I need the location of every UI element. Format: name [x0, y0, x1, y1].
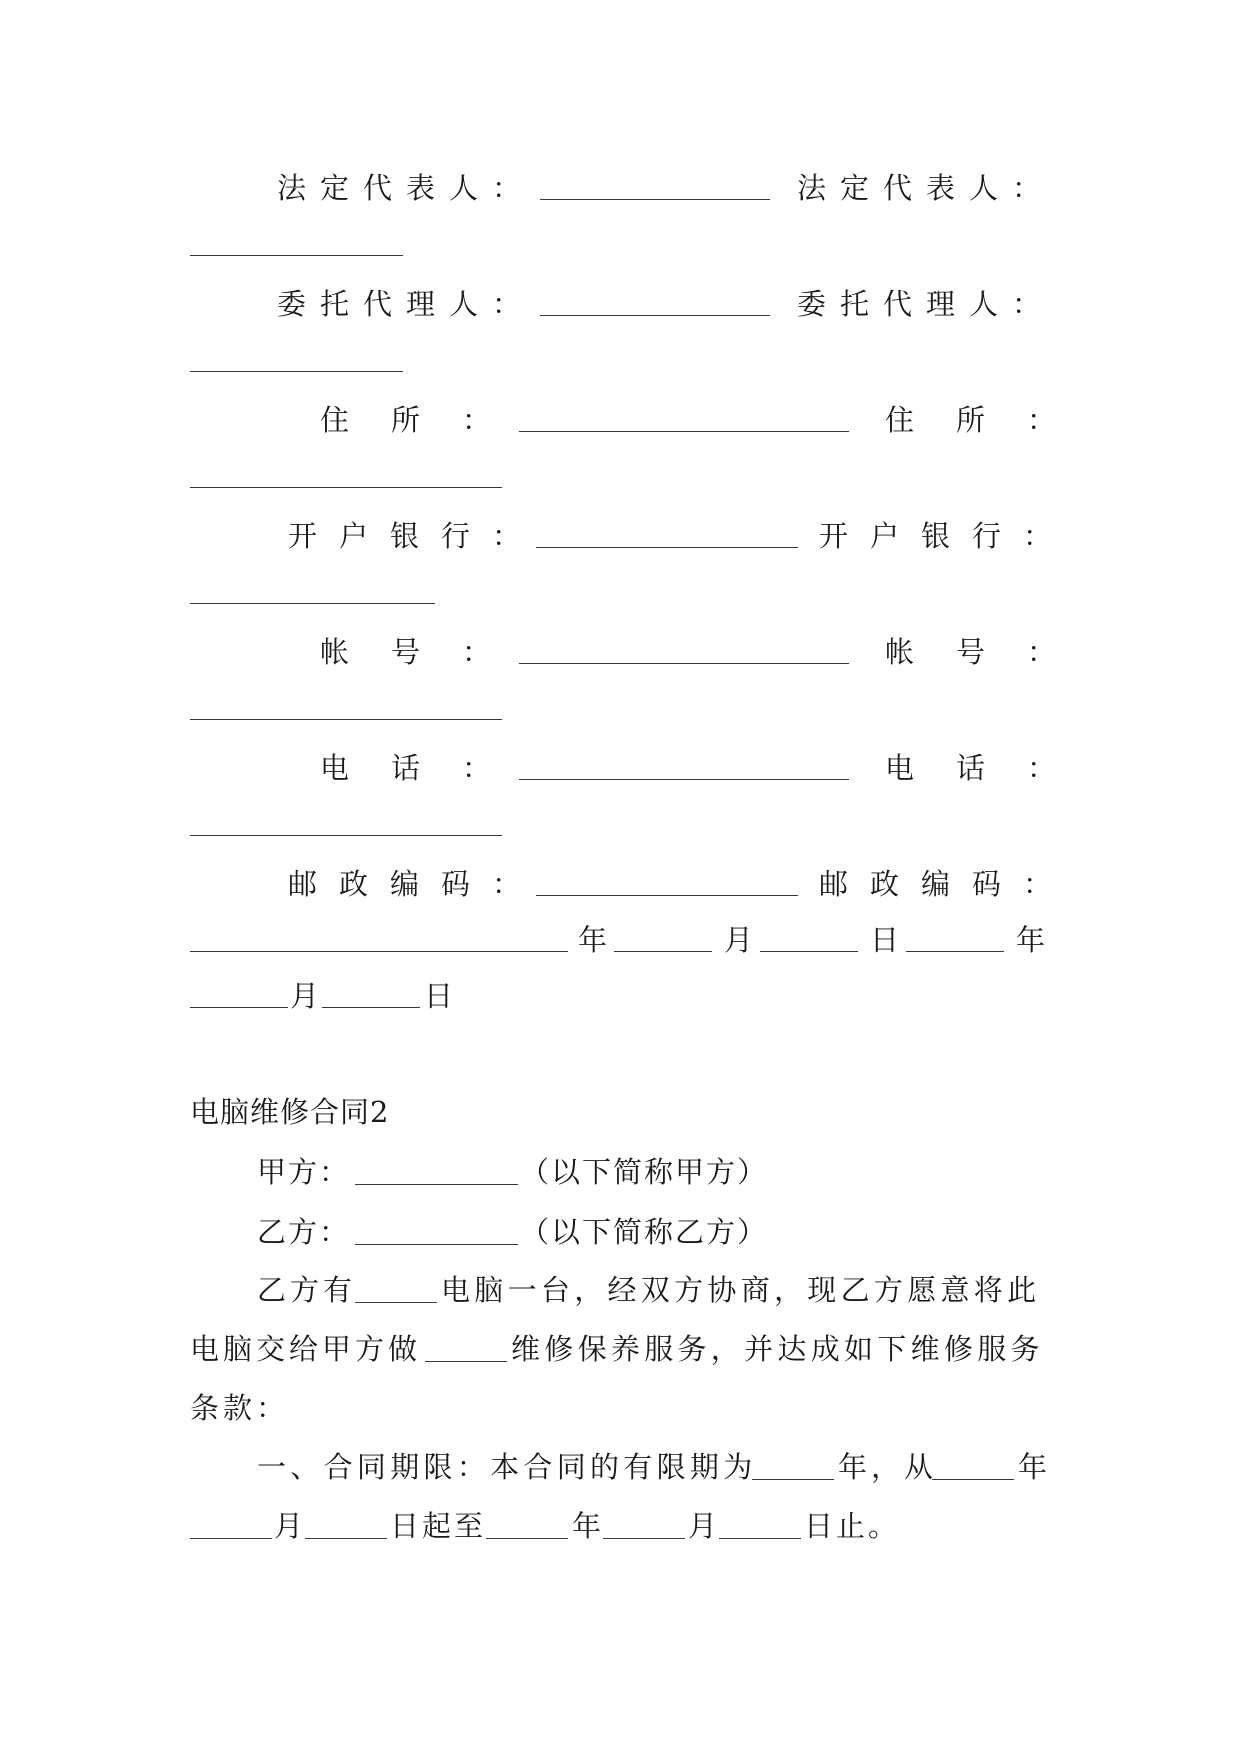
term-blank-4 — [305, 1538, 387, 1539]
account-blank-right — [190, 719, 502, 720]
term-blank-7 — [719, 1538, 801, 1539]
intro-blank-2 — [425, 1361, 507, 1362]
date-left-day-blank — [760, 951, 858, 952]
agent-label-left: 委托代理人： — [277, 287, 536, 321]
intro-text-2a: 电脑一台，经双方协商，现乙方愿意将此 — [441, 1273, 1041, 1307]
contract2-title: 电脑维修合同2 — [190, 1095, 390, 1129]
agent-blank-right — [190, 371, 403, 372]
intro-text-2b: 电脑交给甲方做 — [190, 1332, 422, 1366]
agent-blank-left — [540, 315, 770, 316]
term-text-5: 日起至 — [390, 1509, 487, 1543]
term-text-4: 月 — [274, 1509, 304, 1543]
party-a-label: 甲方： — [257, 1155, 351, 1189]
phone-label-left: 电话： — [320, 751, 534, 785]
term-text-3: 年 — [1018, 1450, 1048, 1484]
date-right-month: 月 — [290, 979, 320, 1013]
party-a-note: （以下简称甲方） — [520, 1155, 769, 1189]
term-text-2: 年，从 — [838, 1450, 938, 1484]
intro-text-1: 乙方有 — [257, 1273, 357, 1307]
legal-rep-blank-left — [540, 199, 770, 200]
intro-text-3b: 条款： — [190, 1391, 290, 1425]
term-blank-3 — [190, 1538, 272, 1539]
term-blank-6 — [603, 1538, 685, 1539]
phone-label-right: 电话： — [885, 751, 1099, 785]
date-right-year: 年 — [1016, 923, 1046, 957]
date-left-month-blank — [614, 951, 712, 952]
phone-blank-right — [190, 835, 502, 836]
date-right-day-blank — [322, 1007, 420, 1008]
postcode-blank-right — [190, 951, 568, 952]
term-blank-1 — [752, 1479, 834, 1480]
party-a-blank — [355, 1184, 518, 1185]
intro-text-3a: 维修保养服务，并达成如下维修服务 — [511, 1332, 1044, 1366]
bank-label-left: 开户银行： — [288, 519, 544, 553]
address-blank-left — [519, 431, 849, 432]
term-text-6: 年 — [572, 1509, 602, 1543]
bank-blank-right — [190, 603, 435, 604]
party-b-note: （以下简称乙方） — [520, 1215, 769, 1249]
term-blank-5 — [486, 1538, 568, 1539]
account-label-left: 帐号： — [320, 635, 534, 669]
intro-blank-1 — [355, 1302, 437, 1303]
term-text-1: 一、合同期限：本合同的有限期为 — [257, 1450, 757, 1484]
bank-label-right: 开户银行： — [819, 519, 1075, 553]
date-left-year: 年 — [578, 923, 608, 957]
party-b-blank — [355, 1244, 518, 1245]
term-text-8: 日止。 — [804, 1509, 901, 1543]
postcode-label-left: 邮政编码： — [288, 867, 544, 901]
date-left-day: 日 — [870, 923, 900, 957]
address-label-right: 住所： — [885, 403, 1099, 437]
term-text-7: 月 — [688, 1509, 718, 1543]
postcode-label-right: 邮政编码： — [819, 867, 1075, 901]
date-right-year-blank — [906, 951, 1004, 952]
account-label-right: 帐号： — [885, 635, 1099, 669]
legal-rep-label-left: 法定代表人： — [277, 171, 536, 205]
term-blank-2 — [932, 1479, 1014, 1480]
phone-blank-left — [519, 779, 849, 780]
date-right-day: 日 — [424, 979, 454, 1013]
address-blank-right — [190, 487, 502, 488]
bank-blank-left — [536, 547, 798, 548]
party-b-label: 乙方： — [257, 1215, 351, 1249]
date-right-month-blank — [190, 1007, 288, 1008]
legal-rep-label-right: 法定代表人： — [797, 171, 1056, 205]
account-blank-left — [519, 663, 849, 664]
postcode-blank-left — [536, 895, 798, 896]
date-left-month: 月 — [724, 923, 754, 957]
legal-rep-blank-right — [190, 255, 403, 256]
agent-label-right: 委托代理人： — [797, 287, 1056, 321]
address-label-left: 住所： — [320, 403, 534, 437]
